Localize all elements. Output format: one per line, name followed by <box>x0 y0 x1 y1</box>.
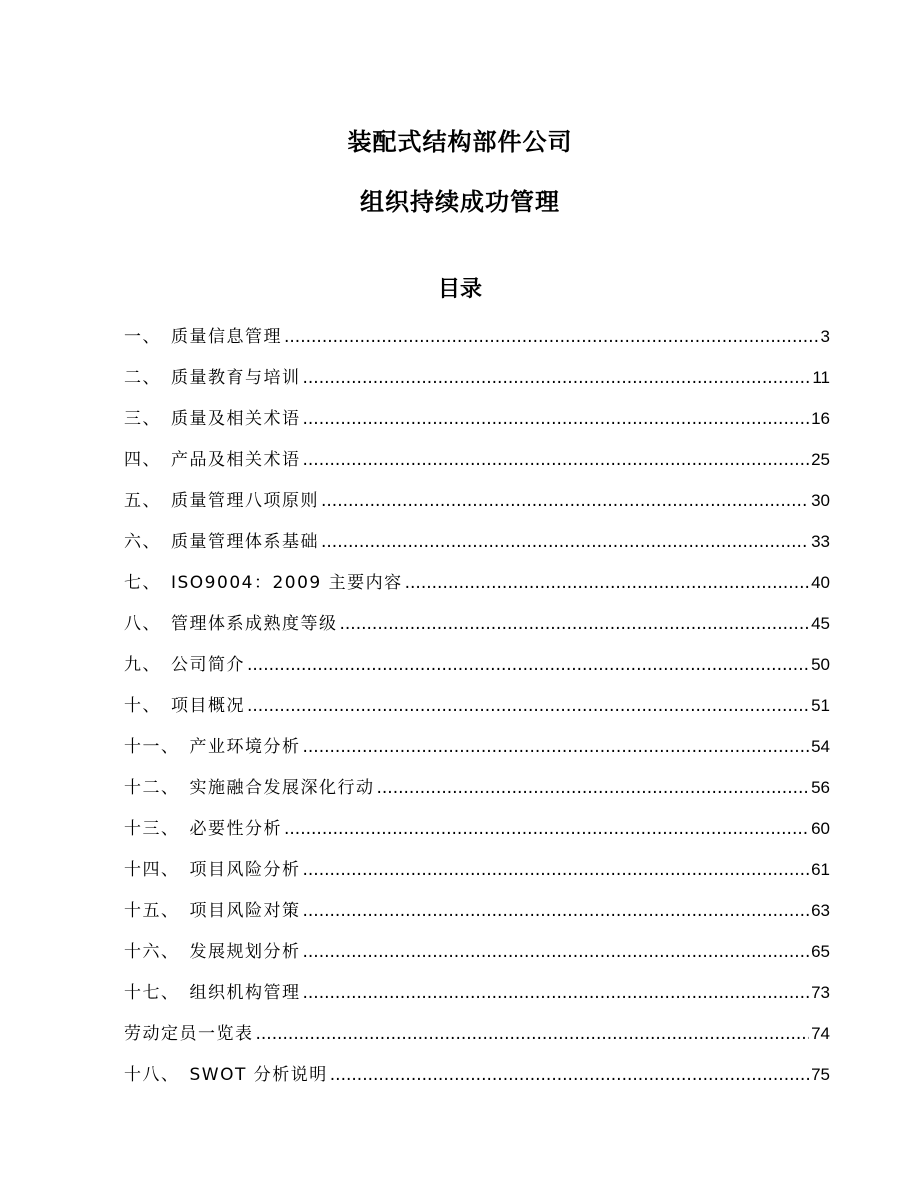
toc-dot-leader <box>321 484 809 518</box>
toc-entry-page-number: 3 <box>820 327 830 346</box>
toc-entry-number: 十四、 <box>124 860 180 880</box>
toc-entry-page-number: 74 <box>811 1024 830 1043</box>
toc-entry-number: 八、 <box>124 614 161 634</box>
toc-entry-title: 项目风险对策 <box>189 901 301 921</box>
toc-entry-title: 管理体系成熟度等级 <box>171 614 338 634</box>
toc-dot-leader <box>303 361 811 395</box>
toc-entry[interactable] <box>124 1017 830 1058</box>
toc-dot-leader <box>303 443 810 477</box>
toc-entry-title: 组织机构管理 <box>189 983 301 1003</box>
toc-entry-title: 实施融合发展深化行动 <box>189 778 375 798</box>
toc-entry-page-number: 54 <box>811 737 830 756</box>
toc-dot-leader <box>303 894 810 928</box>
toc-entry-number: 二、 <box>124 368 161 388</box>
toc-entry-title: 项目风险分析 <box>189 860 301 880</box>
toc-entry-number: 九、 <box>124 655 161 675</box>
toc-entry-page-number: 25 <box>811 450 830 469</box>
toc-entry-title: 必要性分析 <box>189 819 282 839</box>
toc-entry-page-number: 75 <box>811 1065 830 1084</box>
toc-entry-number: 十八、 <box>124 1065 180 1085</box>
toc-entry-number: 十六、 <box>124 942 180 962</box>
toc-entry-number: 十二、 <box>124 778 180 798</box>
toc-heading: 目录 <box>437 277 482 302</box>
toc-entry-number: 一、 <box>124 327 161 347</box>
toc-dot-leader <box>405 566 809 600</box>
toc-entry[interactable] <box>124 812 830 853</box>
document-title: 装配式结构部件公司 <box>347 128 573 156</box>
toc-entry-title: 劳动定员一览表 <box>124 1024 254 1044</box>
toc-entry-number: 六、 <box>124 532 161 552</box>
toc-entry-page-number: 30 <box>811 491 830 510</box>
toc-entry[interactable] <box>124 525 830 566</box>
toc-entry[interactable] <box>124 689 830 730</box>
table-of-contents <box>124 320 830 1099</box>
toc-entry[interactable] <box>124 607 830 648</box>
toc-entry-number: 七、 <box>124 573 161 593</box>
toc-entry[interactable] <box>124 566 830 607</box>
toc-entry[interactable] <box>124 853 830 894</box>
toc-entry[interactable] <box>124 484 830 525</box>
toc-dot-leader <box>303 402 810 436</box>
toc-entry[interactable] <box>124 771 830 812</box>
toc-dot-leader <box>321 525 809 559</box>
toc-entry[interactable] <box>124 648 830 689</box>
toc-dot-leader <box>303 935 810 969</box>
toc-entry-page-number: 50 <box>811 655 830 674</box>
toc-entry-page-number: 73 <box>811 983 830 1002</box>
toc-entry-page-number: 56 <box>811 778 830 797</box>
toc-entry[interactable] <box>124 976 830 1017</box>
toc-entry-number: 三、 <box>124 409 161 429</box>
toc-entry-number: 十七、 <box>124 983 180 1003</box>
toc-entry-number: 四、 <box>124 450 161 470</box>
toc-dot-leader <box>284 812 809 846</box>
toc-dot-leader <box>377 771 810 805</box>
toc-entry-page-number: 65 <box>811 942 830 961</box>
toc-entry-title: 项目概况 <box>171 696 245 716</box>
toc-entry-title: 质量教育与培训 <box>171 368 301 388</box>
toc-entry[interactable] <box>124 894 830 935</box>
toc-entry[interactable] <box>124 730 830 771</box>
toc-entry-title: 质量管理八项原则 <box>171 491 319 511</box>
toc-entry-number: 十五、 <box>124 901 180 921</box>
toc-dot-leader <box>303 853 810 887</box>
toc-entry-page-number: 11 <box>812 368 830 387</box>
document-subtitle: 组织持续成功管理 <box>360 188 560 216</box>
toc-entry-title: 产品及相关术语 <box>171 450 301 470</box>
toc-entry-page-number: 61 <box>811 860 830 879</box>
toc-entry-page-number: 16 <box>811 409 830 428</box>
toc-dot-leader <box>247 689 809 723</box>
toc-dot-leader <box>340 607 810 641</box>
toc-entry-number: 十一、 <box>124 737 180 757</box>
toc-entry[interactable] <box>124 361 830 402</box>
toc-entry[interactable] <box>124 1058 830 1099</box>
toc-entry-number: 五、 <box>124 491 161 511</box>
toc-entry[interactable] <box>124 443 830 484</box>
toc-entry-page-number: 51 <box>811 696 830 715</box>
toc-entry-page-number: 33 <box>811 532 830 551</box>
toc-entry-number: 十三、 <box>124 819 180 839</box>
toc-entry[interactable] <box>124 402 830 443</box>
toc-dot-leader <box>256 1017 810 1051</box>
toc-entry-title: 产业环境分析 <box>189 737 301 757</box>
toc-entry[interactable] <box>124 935 830 976</box>
toc-entry-title: ISO9004：2009 主要内容 <box>171 573 403 593</box>
toc-entry-title: 质量管理体系基础 <box>171 532 319 552</box>
toc-entry-page-number: 60 <box>811 819 830 838</box>
toc-entry-page-number: 45 <box>811 614 830 633</box>
toc-entry-title: SWOT 分析说明 <box>189 1065 328 1085</box>
toc-dot-leader <box>303 976 810 1010</box>
toc-entry[interactable] <box>124 320 830 361</box>
toc-entry-title: 发展规划分析 <box>189 942 301 962</box>
toc-entry-title: 质量及相关术语 <box>171 409 301 429</box>
toc-entry-number: 十、 <box>124 696 161 716</box>
toc-entry-title: 质量信息管理 <box>171 327 282 347</box>
toc-dot-leader <box>247 648 809 682</box>
toc-entry-page-number: 40 <box>811 573 830 592</box>
toc-entry-title: 公司简介 <box>171 655 245 675</box>
toc-dot-leader <box>330 1058 809 1092</box>
toc-dot-leader <box>284 320 819 354</box>
toc-entry-page-number: 63 <box>811 901 830 920</box>
toc-dot-leader <box>303 730 810 764</box>
